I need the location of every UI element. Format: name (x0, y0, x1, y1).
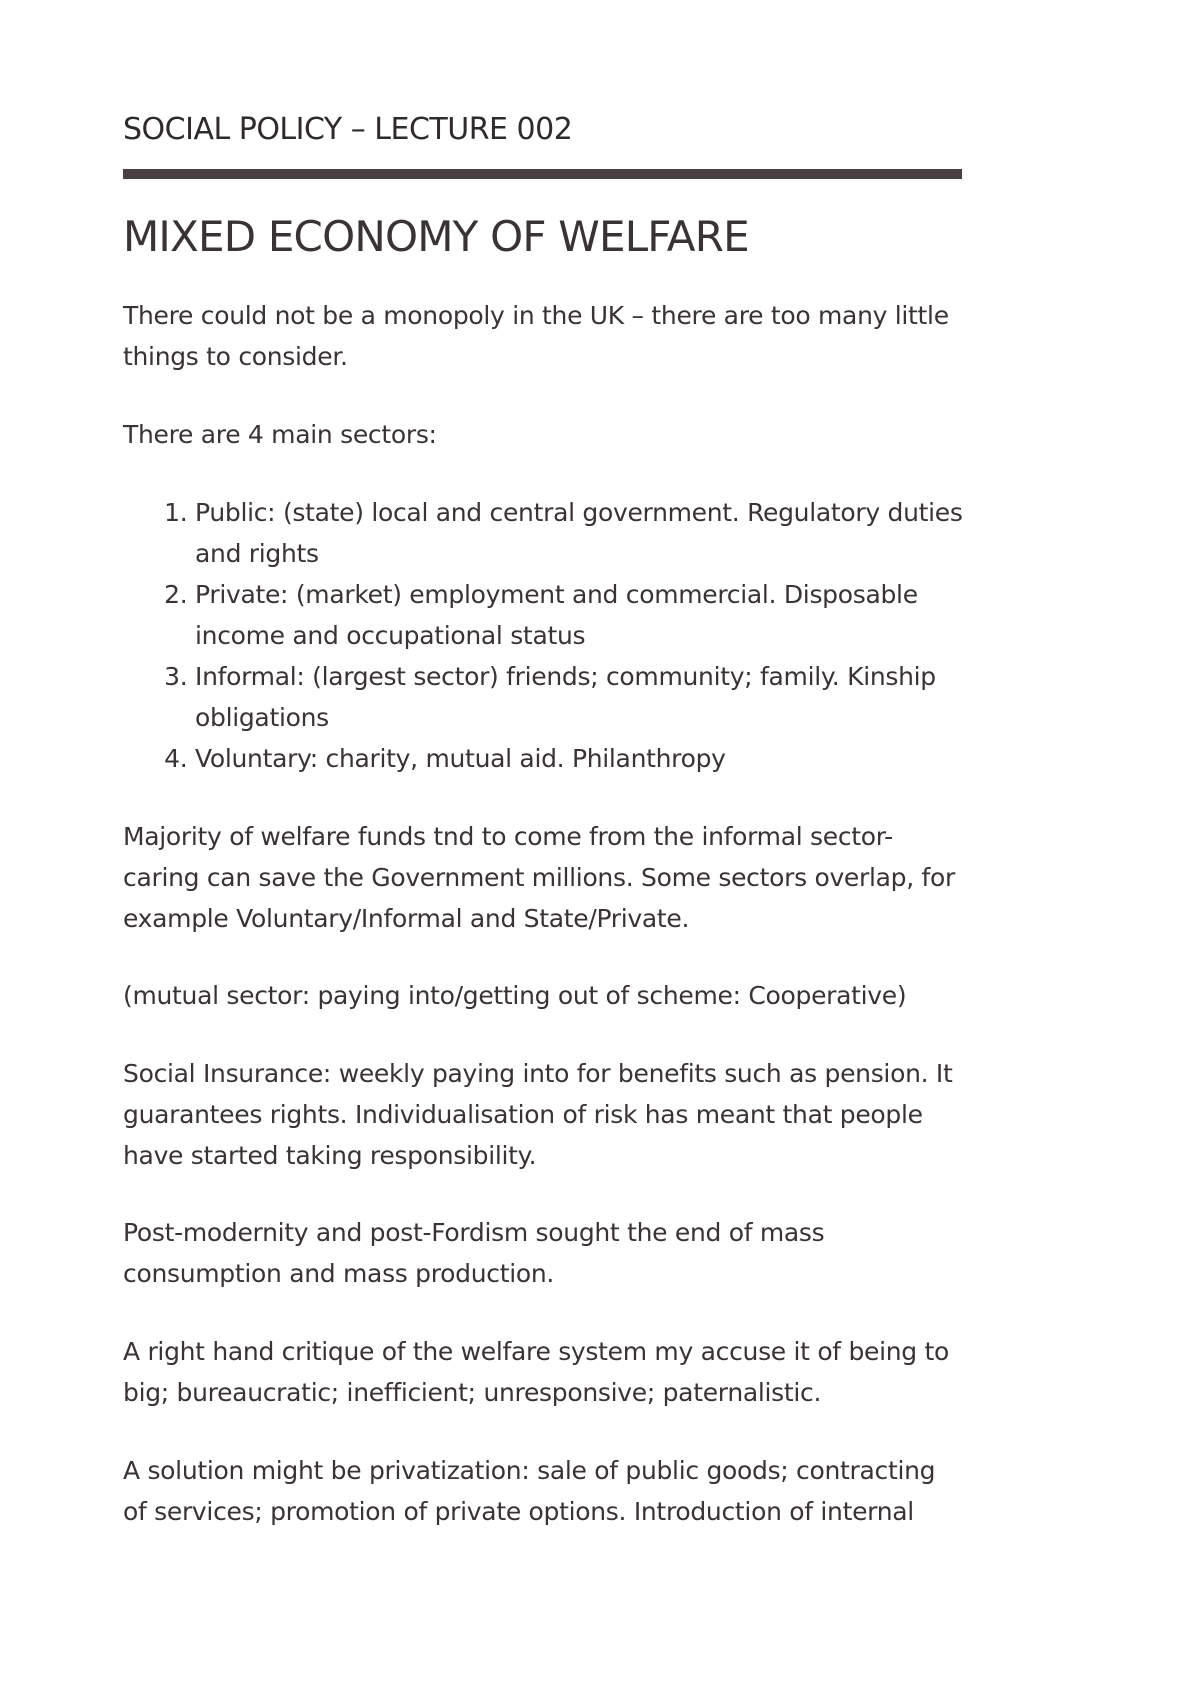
section-title: MIXED ECONOMY OF WELFARE (123, 212, 749, 261)
paragraph-critique: A right hand critique of the welfare system my accuse it of being to big; bureaucratic; inefficient; unresponsive; paternalistic. (123, 1337, 950, 1407)
list-item-informal: 3. Informal: (largest sector) friends; community; family. Kinship obligations (195, 656, 963, 738)
list-item-voluntary: 4. Voluntary: charity, mutual aid. Philanthropy (195, 738, 963, 779)
sectors-list (123, 492, 963, 779)
paragraph-monopoly: There could not be a monopoly in the UK – there are too many little things to consider. (123, 301, 949, 371)
paragraph-social-insurance: Social Insurance: weekly paying into for benefits such as pension. It guarantees rights. Individualisation of risk has meant that people have started taking responsibility. (123, 1059, 953, 1170)
paragraph-mutual-sector: (mutual sector: paying into/getting out of scheme: Cooperative) (123, 981, 907, 1010)
lecture-header: SOCIAL POLICY – LECTURE 002 (123, 112, 573, 147)
list-item-private: 2. Private: (market) employment and commercial. Disposable income and occupational status (195, 574, 963, 656)
paragraph-welfare-funds: Majority of welfare funds tnd to come from the informal sector- caring can save the Government millions. Some sectors overlap, for example Voluntary/Informal and State/Private. (123, 822, 955, 933)
header-divider (123, 169, 962, 179)
list-item-public: 1. Public: (state) local and central government. Regulatory duties and rights (195, 492, 963, 574)
paragraph-post-modernity: Post-modernity and post-Fordism sought the end of mass consumption and mass production. (123, 1218, 825, 1288)
paragraph-solution: A solution might be privatization: sale of public goods; contracting of services; promotion of private options. Introduction of internal (123, 1456, 936, 1526)
paragraph-sectors-intro: There are 4 main sectors: (123, 420, 437, 449)
